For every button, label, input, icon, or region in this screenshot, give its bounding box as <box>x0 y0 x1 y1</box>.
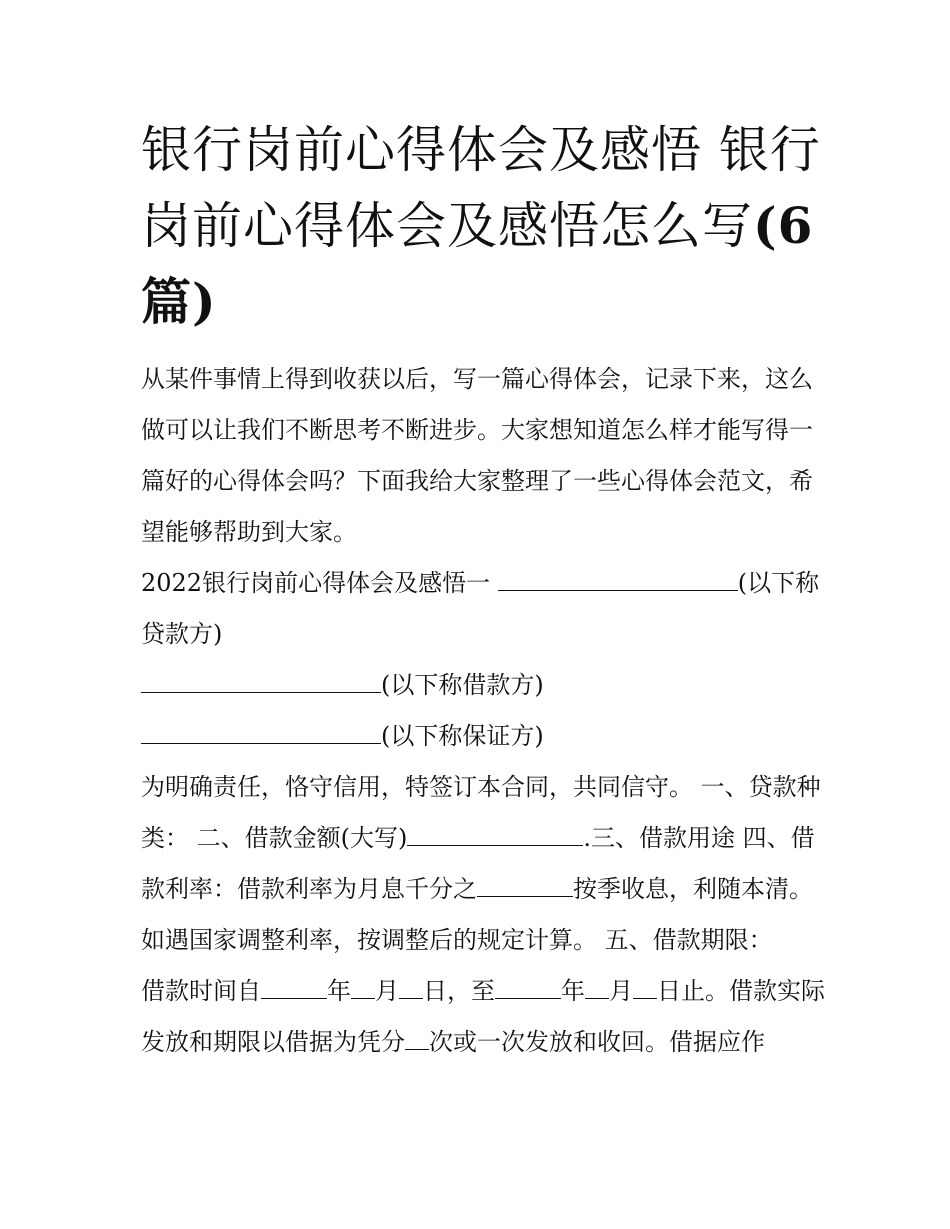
rate-blank <box>477 876 573 897</box>
guarantor-blank <box>141 723 381 744</box>
lender-line <box>141 558 831 660</box>
times-blank <box>405 1029 429 1050</box>
lender-label: (以下称贷款方) <box>141 569 820 648</box>
terms-text-1: 为明确责任，恪守信用，特签订本合同，共同信守。 一、贷款种类： 二、借款金额(大写) <box>141 773 821 852</box>
lender-blank <box>498 570 738 591</box>
period-text-8: 次或一次发放和收回。借据应作 <box>429 1028 765 1056</box>
period-text-4: 日，至 <box>423 977 495 1005</box>
intro-paragraph: 从某件事情上得到收获以后，写一篇心得体会，记录下来，这么做可以让我们不断思考不断进步。大家想知道怎么样才能写得一篇好的心得体会吗？下面我给大家整理了一些心得体会范文，希望能够帮助到大家。 <box>141 365 813 546</box>
amount-blank <box>407 825 583 846</box>
end-day-blank <box>633 978 657 999</box>
period-text-1: 借款时间自 <box>141 977 261 1005</box>
period-text-3: 月 <box>375 977 399 1005</box>
period-text-5: 年 <box>561 977 585 1005</box>
document-title <box>141 112 831 340</box>
contract-terms-paragraph <box>141 762 831 966</box>
terms-text-3: 按季收息，利随本清。 如遇国家调整利率，按调整后的规定计算。 五、借款期限： <box>141 875 813 954</box>
borrower-label: (以下称借款方) <box>381 671 544 699</box>
title-end: 篇) <box>141 272 217 331</box>
title-text: 银行岗前心得体会及感悟 银行岗前心得体会及感悟怎么写 <box>141 121 821 255</box>
guarantor-line <box>141 711 831 762</box>
title-count: (6 <box>753 196 814 255</box>
period-text-2: 年 <box>327 977 351 1005</box>
borrower-line <box>141 660 831 711</box>
start-month-blank <box>351 978 375 999</box>
borrower-blank <box>141 672 381 693</box>
guarantor-label: (以下称保证方) <box>381 722 544 750</box>
end-year-blank <box>495 978 561 999</box>
loan-period-paragraph <box>141 966 831 1068</box>
period-text-7: 日止。借款实际发放和期限以借据为凭分 <box>141 977 825 1056</box>
section-heading: 2022银行岗前心得体会及感悟一 <box>141 569 498 597</box>
end-month-blank <box>585 978 609 999</box>
document-page <box>141 112 831 1068</box>
terms-text-2: .三、借款用途 四、借款利率：借款利率为月息千分之 <box>141 824 815 903</box>
period-text-6: 月 <box>609 977 633 1005</box>
start-day-blank <box>399 978 423 999</box>
start-year-blank <box>261 978 327 999</box>
